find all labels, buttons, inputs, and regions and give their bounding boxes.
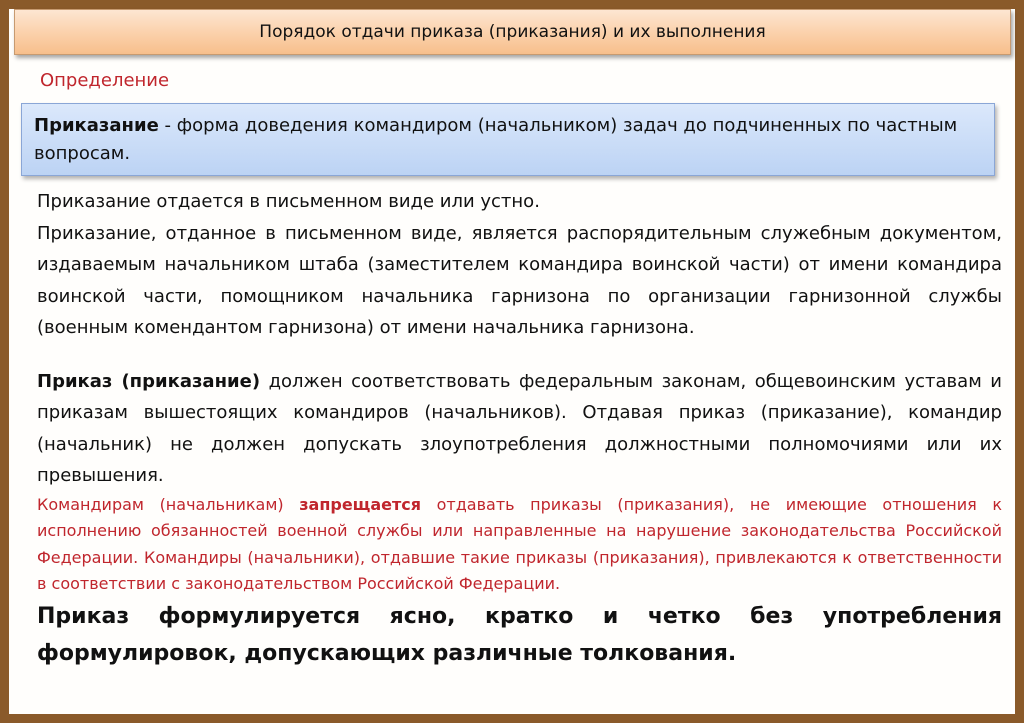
paragraph-compliance-text: должен соответствовать федеральным законам, общевоинским уставам и приказам вышестоящих командиров (начальников). Отдавая приказ (приказание), командир (начальник) не должен допускать злоупотребления должностными полномочиями или их превышения. [37, 370, 1002, 486]
definition-box [21, 103, 995, 176]
paragraph-gap [37, 344, 1002, 366]
warning-paragraph [37, 492, 1002, 598]
definition-term: Приказание [34, 115, 159, 136]
paragraph-form: Приказание отдается в письменном виде или устно. [37, 191, 540, 212]
section-label-definition: Определение [40, 70, 170, 91]
definition-text: - форма доведения командиром (начальником) задач до подчиненных по частным вопросам. [34, 115, 958, 164]
paragraph-written-order: Приказание, отданное в письменном виде, является распорядительным служебным документом, издаваемым начальником штаба (заместителем командира воинской части) от имени командира воинской части, помощником начальника гарнизона по организации гарнизонной службы (военным комендантом гарнизона) от имени начальника гарнизона. [37, 222, 1002, 338]
conclusion-paragraph: Приказ формулируется ясно, кратко и четко без употребления формулировок, допускающих различные толкования. [37, 603, 1002, 666]
paragraph-compliance [37, 366, 1002, 492]
slide-title-bar [14, 9, 1011, 55]
warning-text: отдавать приказы (приказания), не имеющие отношения к исполнению обязанностей военной службы или направленные на нарушение законодательства Российской Федерации. Командиры (начальники), отдавшие такие приказы (приказания), привлекаются к ответственности в соответствии с законодательством Российской Федерации. [37, 494, 1002, 593]
warning-keyword: запрещается [299, 494, 422, 514]
warning-prefix: Командирам (начальникам) [37, 494, 300, 514]
main-text [37, 186, 1002, 672]
paragraph-compliance-term: Приказ (приказание) [37, 370, 261, 392]
slide-title: Порядок отдачи приказа (приказания) и их выполнения [259, 22, 766, 42]
